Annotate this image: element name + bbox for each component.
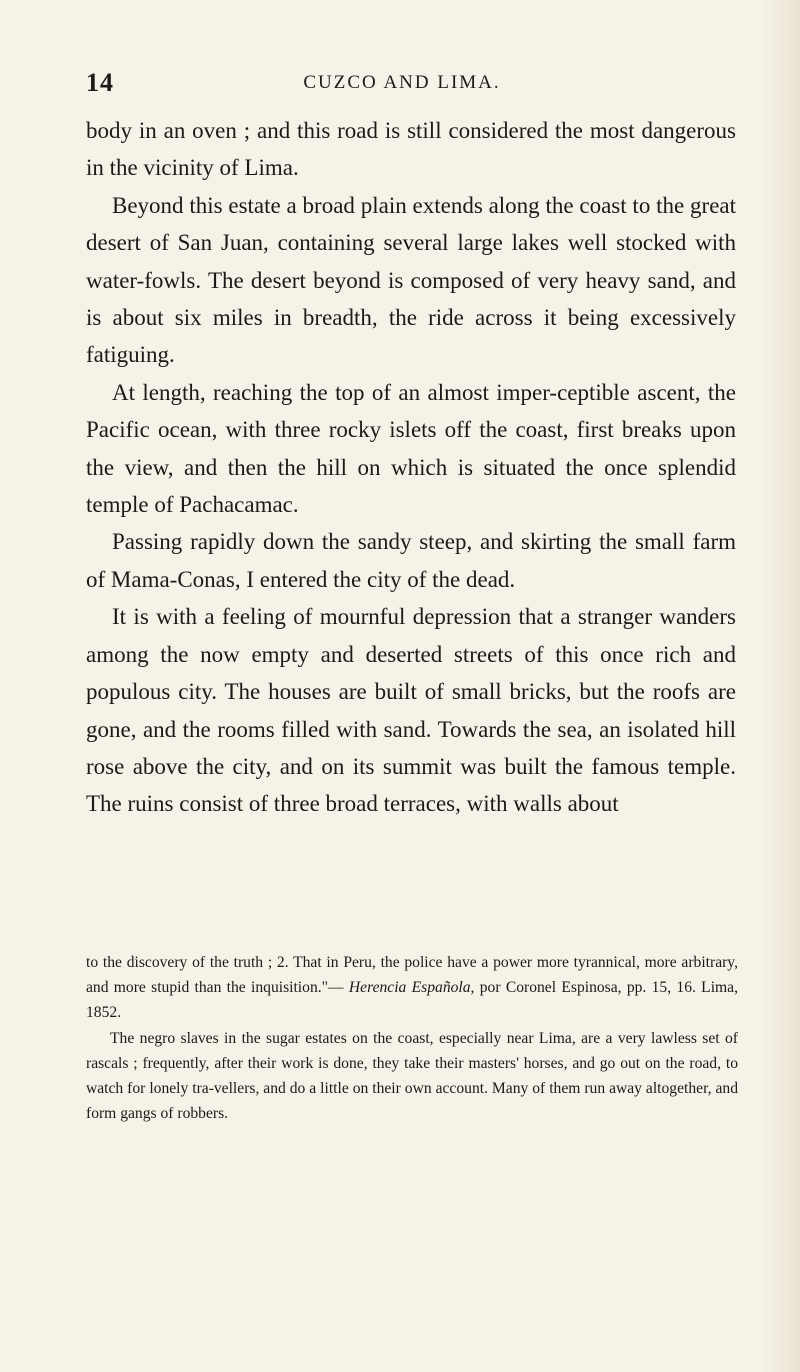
page-edge-shading: [760, 0, 800, 1372]
running-title: CUZCO AND LIMA.: [303, 72, 501, 93]
footnote-citation-title: Herencia Española,: [348, 979, 475, 997]
paragraph-continued: body in an oven ; and this road is still considered the most dangerous in the vicinity of Lima.: [86, 118, 736, 181]
page-number: 14: [86, 68, 114, 97]
paragraph-mama-conas: Passing rapidly down the sandy steep, and skirting the small farm of Mama-Conas, I entered the city of the dead.: [86, 529, 736, 592]
footnote-text: to the discovery of the truth ; 2. That in Peru, the police have a power more tyrannical, more arbitrary, and more stupid than the inquisition."—: [86, 954, 738, 997]
paragraph-desert: Beyond this estate a broad plain extends along the coast to the great desert of San Juan, containing several large lakes well stocked with water-fowls. The desert beyond is composed of very heavy sand, and is about six miles in breadth, the ride across it being excessively fatiguing.: [86, 192, 736, 368]
running-head: [86, 68, 718, 98]
footnote-negro-slaves: The negro slaves in the sugar estates on the coast, especially near Lima, are a very lawless set of rascals ; frequently, after their work is done, they take their masters' horses, and go out on the road, to watch for lonely tra-vellers, and do a little on their own account. Many of them run away altogether, and form gangs of robbers.: [86, 1029, 738, 1123]
footnote-citation-details: por Coronel Espinosa, pp. 15, 16. Lima, 1852.: [86, 979, 738, 1022]
footnote-continued: [86, 950, 738, 1026]
paragraph-city-of-dead: It is with a feeling of mournful depression that a stranger wanders among the now empty and deserted streets of this once rich and populous city. The houses are built of small bricks, but the roofs are gone, and the rooms filled with sand. Towards the sea, an isolated hill rose above the city, and on its summit was built the famous temple. The ruins consist of three broad terraces, with walls about: [86, 604, 736, 817]
paragraph-pacific: At length, reaching the top of an almost imper-ceptible ascent, the Pacific ocean, with three rocky islets off the coast, first breaks upon the view, and then the hill on which is situated the once splendid temple of Pachacamac.: [86, 379, 736, 518]
body-text: [86, 112, 736, 823]
footnotes: [86, 950, 738, 1126]
